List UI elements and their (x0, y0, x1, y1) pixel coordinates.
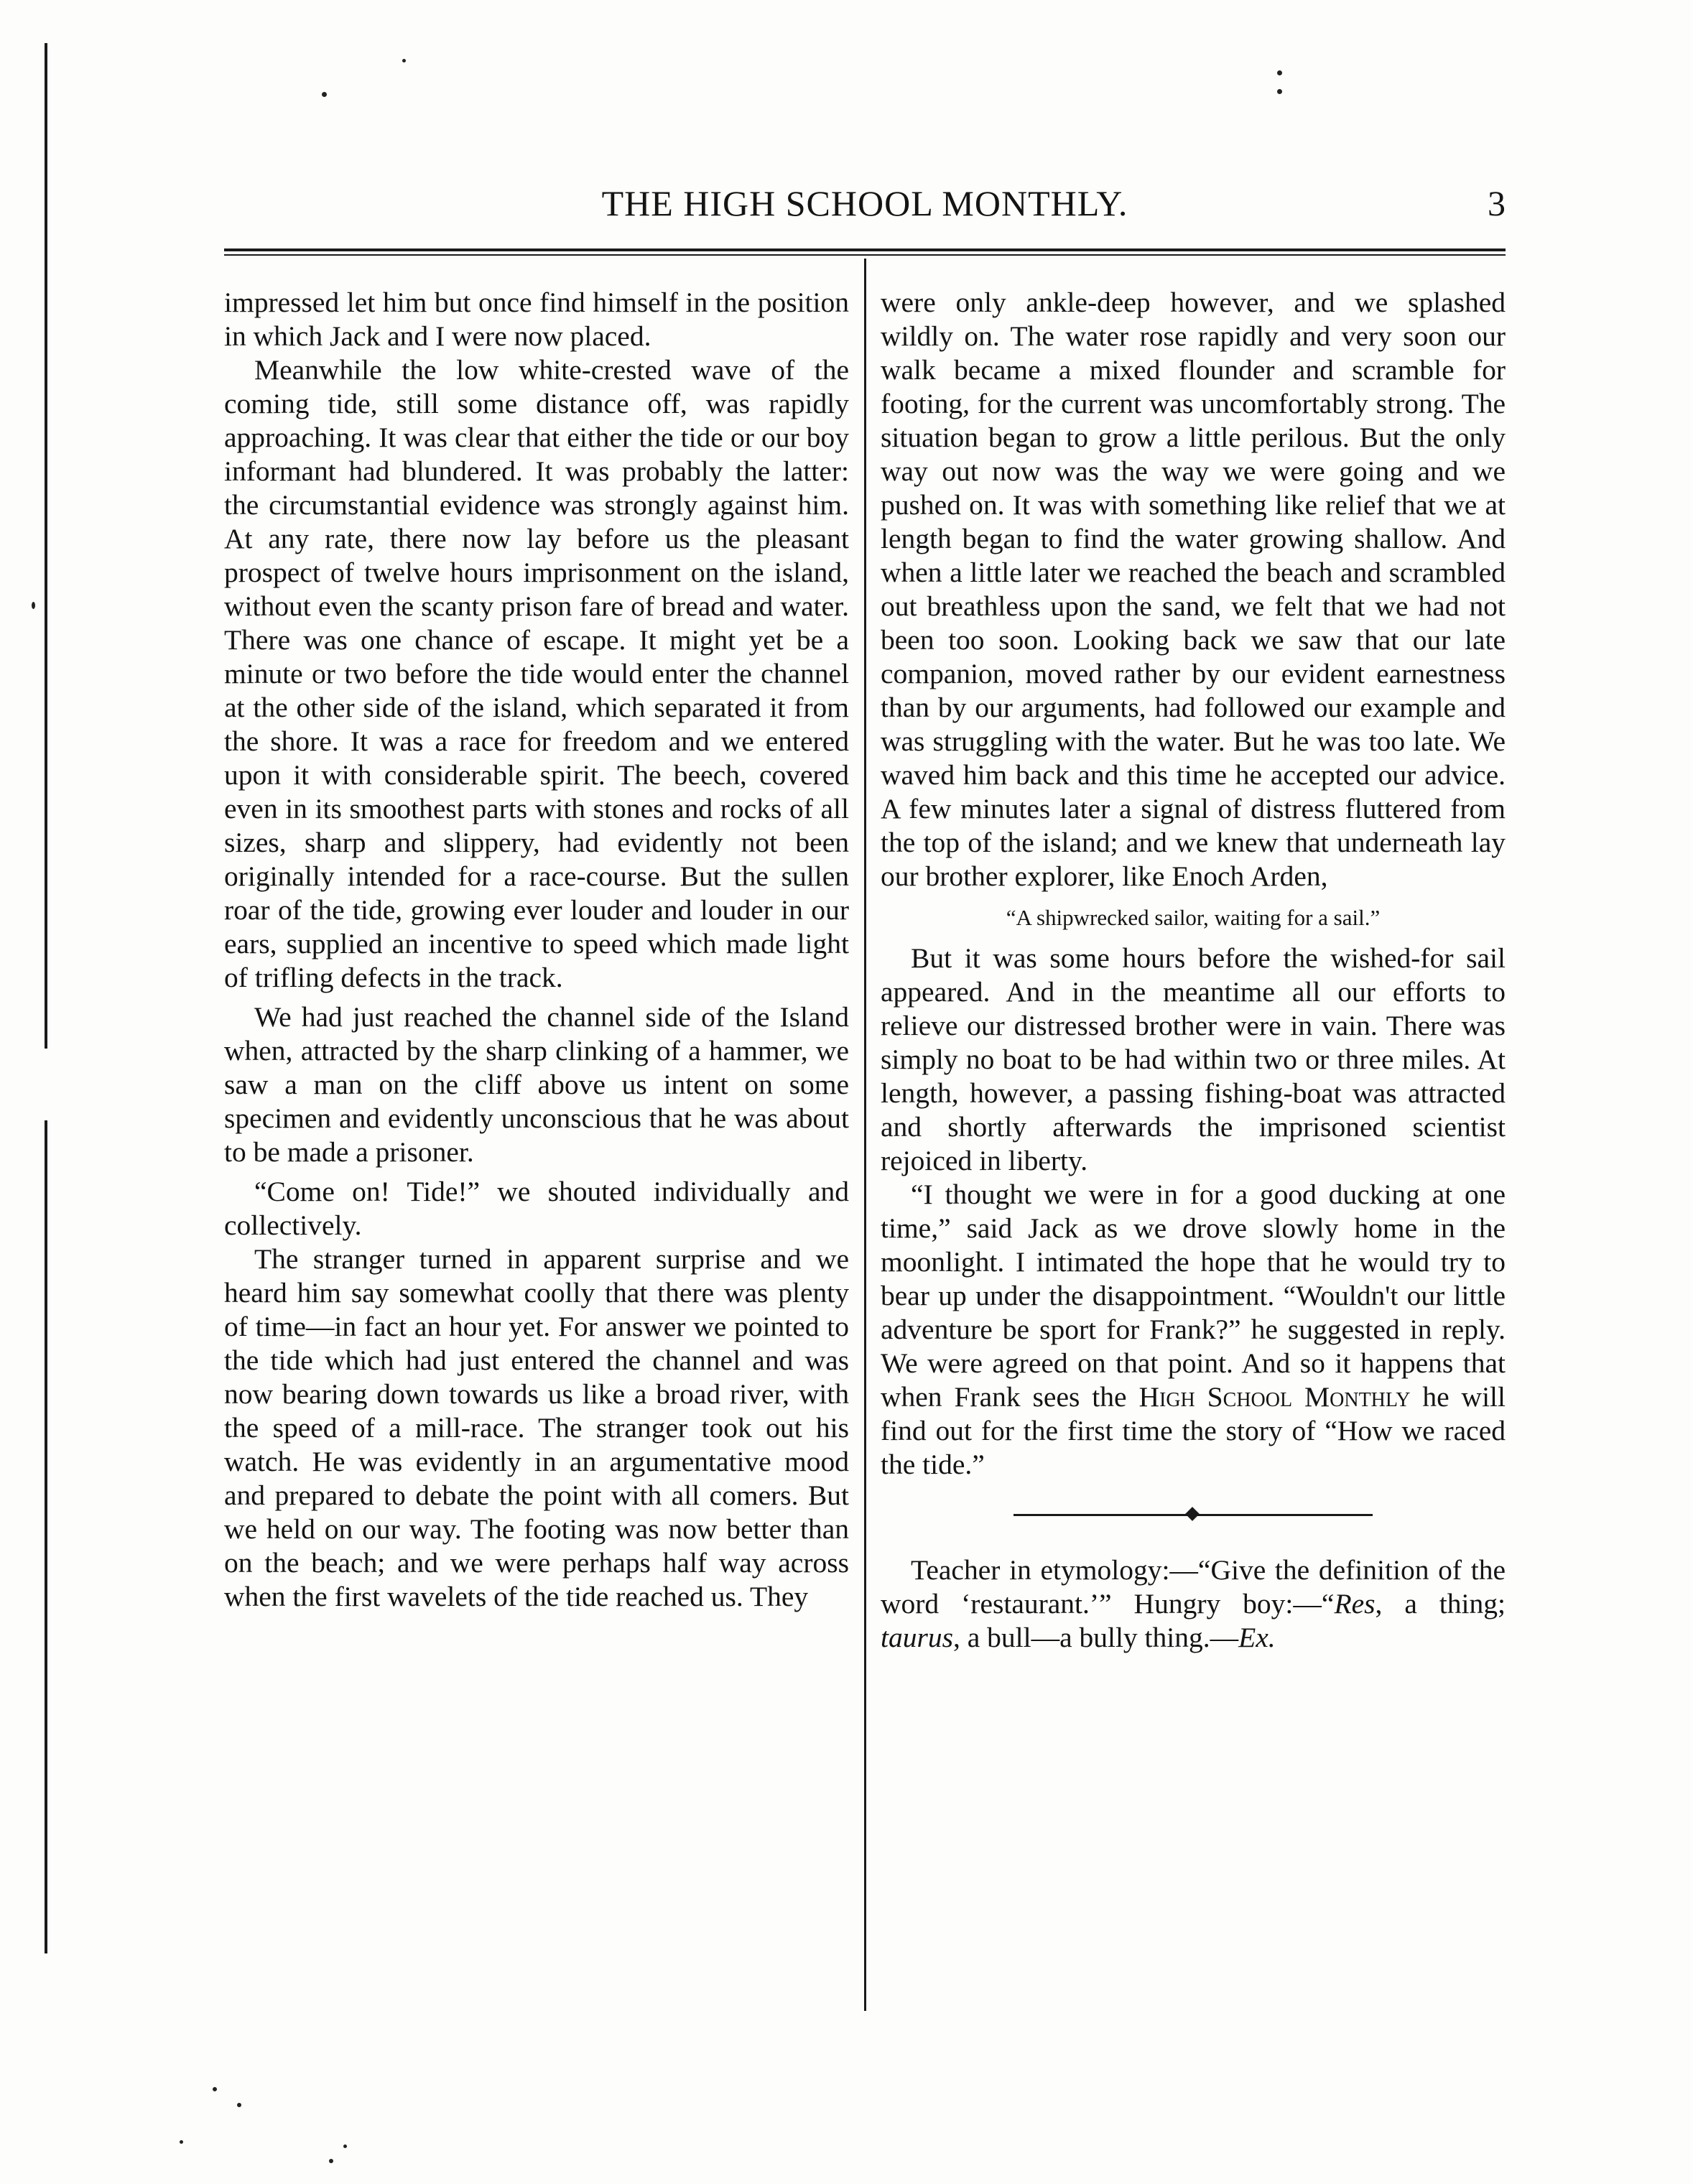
publication-name: High School Monthly (1138, 1381, 1411, 1413)
latin-word: taurus (881, 1622, 953, 1653)
joke-paragraph (881, 1553, 1506, 1655)
paragraph: “Come on! Tide!” we shouted individually and collectively. (224, 1176, 849, 1241)
scan-speck (1277, 70, 1282, 75)
source-credit: Ex. (1238, 1622, 1276, 1653)
header-rule (224, 248, 1506, 251)
scan-speck (32, 602, 35, 609)
scan-speck (180, 2140, 183, 2144)
latin-word: Res (1334, 1588, 1376, 1620)
page-number: 3 (1488, 183, 1506, 223)
scan-speck (322, 92, 327, 97)
paragraph-text: “I thought we were in for a good ducking at one time,” said Jack as we drove slowly home in the moonlight. I intimated the hope that he would try to bear up under the disappointment. “Wouldn't our little adventure be sport for Frank?” he suggested in reply. We were agreed on that point. And so it happens that when Frank sees the (881, 1179, 1506, 1413)
paragraph: We had just reached the channel side of the Island when, attracted by the sharp clinking of a hammer, we saw a man on the cliff above us intent on some specimen and evidently unconscious that he was about to be made a prisoner. (224, 1001, 849, 1168)
running-title: THE HIGH SCHOOL MONTHLY. (601, 183, 1128, 223)
diamond-ornament-icon (1185, 1507, 1200, 1521)
binding-edge-line (45, 43, 47, 1049)
paragraph: But it was some hours before the wished-for sail appeared. And in the meantime all our efforts to relieve our distressed brother were in vain. There was simply no boat to be had within two or three miles. At length, however, a passing fishing-boat was attracted and shortly afterwards the imprisoned scientist rejoiced in liberty. (881, 942, 1506, 1176)
joke-text: , a thing; (1375, 1588, 1506, 1620)
column-divider (864, 259, 866, 2011)
left-column (224, 286, 849, 1614)
joke-text: , a bull—a bully thing.— (952, 1622, 1239, 1653)
page-header (224, 180, 1506, 230)
scan-speck (329, 2159, 333, 2163)
verse-quote: “A shipwrecked sailor, waiting for a sail.” (1006, 905, 1381, 930)
paragraph: were only ankle-deep however, and we splashed wildly on. The water rose rapidly and very soon our walk became a mixed flounder and scramble for footing, for the current was uncomfortably strong. The situation began to grow a little perilous. But the only way out now was the way we were going and we pushed on. It was with something like relief that we at length began to find the water growing shallow. And when a little later we reached the beach and scrambled out breathless upon the sand, we felt that we had not been too soon. Looking back we saw that our late companion, moved rather by our evident earnestness than by our arguments, had followed our example and was struggling with the water. But he was too late. We waved him back and this time he accepted our advice. A few minutes later a signal of distress fluttered from the top of the island; and we knew that underneath lay our brother explorer, like Enoch Arden, (881, 287, 1506, 892)
scan-speck (213, 2087, 217, 2091)
binding-edge-line-lower (45, 1120, 47, 1953)
joke-text: Teacher in etymology:—“Give the definition of the word ‘restaurant.’” Hungry boy:—“ (881, 1554, 1506, 1620)
scan-speck (343, 2144, 347, 2148)
paragraph-text: he will find out for the first time the story of “How we raced the tide.” (881, 1381, 1506, 1480)
header-rule-thin (224, 254, 1506, 256)
paragraph: Meanwhile the low white-crested wave of the coming tide, still some distance off, was rapidly approaching. It was clear that either the tide or our boy informant had blundered. It was probably the latter: the circumstantial evidence was strongly against him. At any rate, there now lay before us the pleasant prospect of twelve hours imprisonment on the island, without even the scanty prison fare of bread and water. There was one chance of escape. It might yet be a minute or two before the tide would enter the channel at the other side of the island, which separated it from the shore. It was a race for freedom and we entered upon it with considerable spirit. The beech, covered even in its smoothest parts with stones and rocks of all sizes, sharp and slippery, had evidently not been originally intended for a race-course. But the sullen roar of the tide, growing ever louder and louder in our ears, supplied an incentive to speed which made light of trifling defects in the track. (224, 354, 849, 993)
paragraph (881, 1178, 1506, 1482)
ornamental-divider (1014, 1507, 1373, 1522)
scan-speck (1277, 89, 1282, 94)
paragraph: impressed let him but once find himself in the position in which Jack and I were now placed. (224, 287, 849, 352)
right-column (881, 286, 1506, 1655)
paragraph: The stranger turned in apparent surprise and we heard him say somewhat coolly that there was plenty of time—in fact an hour yet. For answer we pointed to the tide which had just entered the channel and was now bearing down towards us like a broad river, with the speed of a mill-race. The stranger took out his watch. He was evidently in an argumentative mood and prepared to debate the point with all comers. But we held on our way. The footing was now better than on the beach; and we were perhaps half way across when the first wavelets of the tide reached us. They (224, 1243, 849, 1612)
scan-speck (402, 59, 406, 62)
scan-speck (237, 2103, 241, 2107)
